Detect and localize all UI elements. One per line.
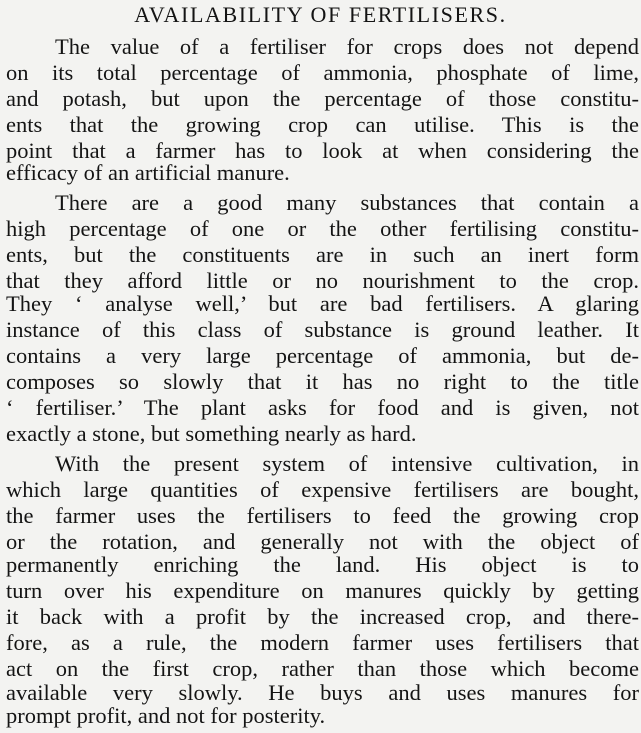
paragraph-2-line-8: composes so slowly that it has no right to the title (6, 369, 639, 394)
paragraph-3-line-8: fore, as a rule, the modern farmer uses fertilisers that (6, 630, 639, 655)
paragraph-2-line-3: ents, but the constituents are in such an inert form (6, 242, 639, 267)
paragraph-3-line-5: permanently enriching the land. His object is to (6, 552, 639, 577)
paragraph-3-line-6: turn over his expenditure on manures quickly by getting (6, 578, 639, 603)
paragraph-3-line-4: or the rotation, and generally not with the object of (6, 529, 639, 554)
paragraph-1-line-6: efficacy of an artificial manure. (6, 160, 290, 185)
paragraph-1-line-4: ents that the growing crop can utilise. This is the (6, 112, 639, 137)
article-title: AVAILABILITY OF FERTILISERS. (134, 2, 507, 27)
paragraph-3-line-2: which large quantities of expensive fertilisers are bought, (6, 477, 639, 502)
paragraph-3-line-10: available very slowly. He buys and uses manures for (6, 680, 639, 705)
paragraph-2-line-4: that they afford little or no nourishment to the crop. (6, 268, 639, 293)
paragraph-1-line-1: The value of a fertiliser for crops does not depend (55, 34, 639, 59)
paragraph-2-line-6: instance of this class of substance is ground leather. It (6, 317, 639, 342)
paragraph-2-line-1: There are a good many substances that contain a (55, 190, 639, 215)
paragraph-2-line-7: contains a very large percentage of ammonia, but de- (6, 343, 639, 368)
paragraph-3-line-3: the farmer uses the fertilisers to feed the growing crop (6, 503, 639, 528)
paragraph-2-line-9: ‘ fertiliser.’ The plant asks for food and is given, not (6, 395, 639, 420)
paragraph-2-line-2: high percentage of one or the other fertilising constitu- (6, 216, 639, 241)
paragraph-3-line-9: act on the first crop, rather than those which become (6, 656, 639, 681)
paragraph-3-line-7: it back with a profit by the increased crop, and there- (6, 604, 639, 629)
paragraph-1-line-5: point that a farmer has to look at when considering the (6, 138, 639, 163)
paragraph-1-line-2: on its total percentage of ammonia, phosphate of lime, (6, 60, 639, 85)
paragraph-3-line-1: With the present system of intensive cultivation, in (55, 451, 639, 476)
paragraph-1-line-3: and potash, but upon the percentage of those constitu- (6, 86, 639, 111)
paragraph-2-line-5: They ‘ analyse well,’ but are bad fertilisers. A glaring (6, 291, 639, 316)
paragraph-3-line-11: prompt profit, and not for posterity. (6, 703, 326, 728)
paragraph-2-line-10: exactly a stone, but something nearly as hard. (6, 421, 417, 446)
